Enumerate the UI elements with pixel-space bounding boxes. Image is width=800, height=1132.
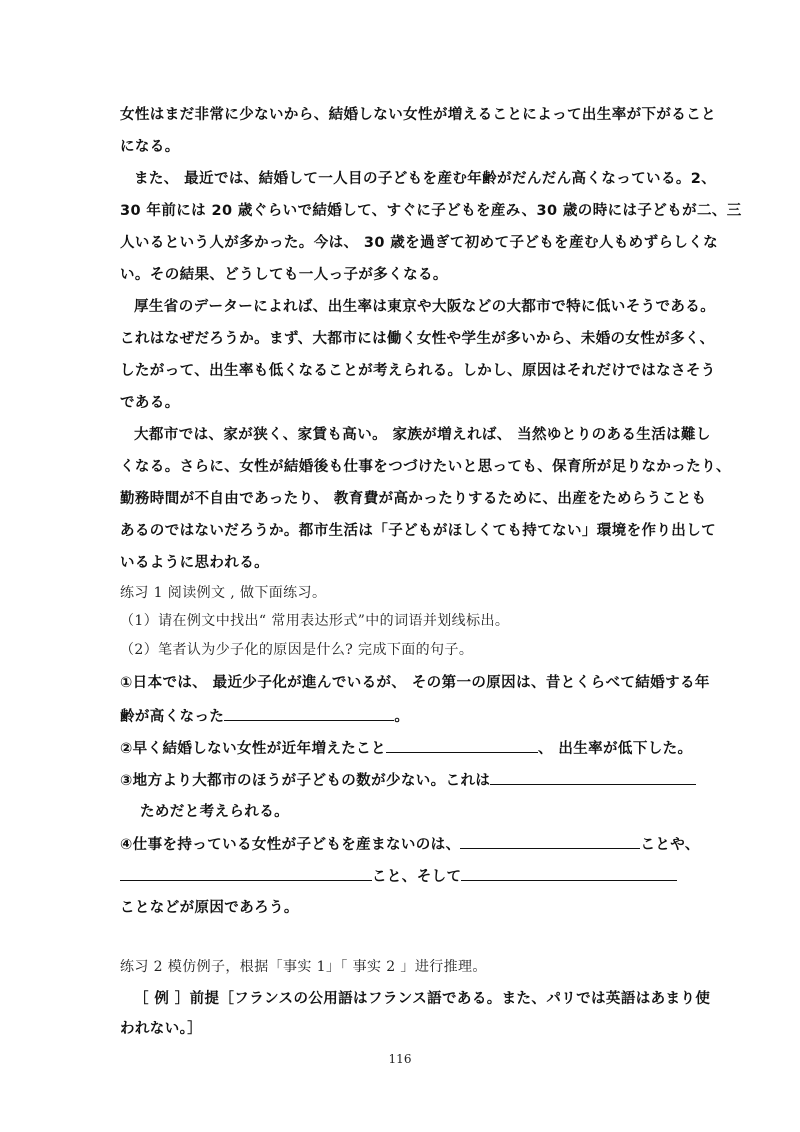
item-text: 、 出生率が低下した。 xyxy=(537,741,693,757)
paragraph-line: あるのではないだろうか。都市生活は「子どもがほしくても持てない」環境を作り出して xyxy=(120,523,716,539)
answer-blank[interactable] xyxy=(460,834,640,849)
paragraph-line: いるように思われる。 xyxy=(120,555,269,571)
answer-blank[interactable] xyxy=(224,706,394,721)
paragraph-line: 大都市では、家が狭く、家賃も高い。 家族が増えれば、 当然ゆとりのある生活は難し xyxy=(134,427,711,443)
exercise-item-3 xyxy=(120,770,696,791)
exercise-1-question-2: （2）笔者认为少子化的原因是什么? 完成下面的句子。 xyxy=(120,642,474,658)
paragraph-line: 人いるという人が多かった。今は、 30 歳を過ぎて初めて子どもを産む人もめずらしくな xyxy=(120,235,719,251)
item-text: 。 xyxy=(394,709,410,725)
exercise-1-question-1: （1）请在例文中找出“ 常用表达形式”中的词语并划线标出。 xyxy=(120,613,510,629)
paragraph-line: い。その結果、どうしても一人っ子が多くなる。 xyxy=(120,267,448,283)
page-number: 116 xyxy=(388,1052,412,1066)
paragraph-line: したがって、出生率も低くなることが考えられる。しかし、原因はそれだけではなさそう xyxy=(120,363,716,379)
exercise-2-title: 练习 2 模仿例子，根据「事实 1」「 事实 2 」进行推理。 xyxy=(120,959,487,975)
exercise-item-4-end: ことなどが原因であろう。 xyxy=(120,900,299,916)
answer-blank[interactable] xyxy=(120,866,372,881)
paragraph-line: 30 年前には 20 歳ぐらいで結婚して、すぐに子どもを産み、30 歳の時には子どもが二、三 xyxy=(120,203,742,219)
exercise-item-3-cont: ためだと考えられる。 xyxy=(140,804,289,820)
exercise-item-4 xyxy=(120,834,700,855)
paragraph-line: また、 最近では、結婚して一人目の子どもを産む年齢がだんだん高くなっている。2、 xyxy=(134,171,717,187)
answer-blank[interactable] xyxy=(490,770,696,785)
paragraph-line: になる。 xyxy=(120,139,180,155)
exercise-item-1: ①日本では、 最近少子化が進んでいるが、 その第一の原因は、昔とくらべて結婚する年 xyxy=(120,675,710,691)
paragraph-line: 女性はまだ非常に少ないから、結婚しない女性が増えることによって出生率が下がること xyxy=(120,107,716,123)
exercise-item-1-cont xyxy=(120,706,409,727)
item-text: ④仕事を持っている女性が子どもを産まないのは、 xyxy=(120,837,461,853)
answer-blank[interactable] xyxy=(461,866,677,881)
exercise-item-2 xyxy=(120,738,692,759)
item-text: ②早く結婚しない女性が近年増えたこと xyxy=(120,741,386,757)
paragraph-line: これはなぜだろうか。まず、大都市には働く女性や学生が多いから、未婚の女性が多く、 xyxy=(120,331,715,347)
paragraph-line: 勤務時間が不自由であったり、 教育費が高かったりするために、出産をためらうことも xyxy=(120,491,707,507)
exercise-1-title: 练习 1 阅读例文 , 做下面练习。 xyxy=(120,585,327,601)
answer-blank[interactable] xyxy=(386,738,538,753)
paragraph-line: である。 xyxy=(120,395,180,411)
exercise-2-example: ［ 例 ］前提［フランスの公用語はフランス語である。また、パリでは英語はあまり使 xyxy=(134,991,711,1007)
item-text: 齢が高くなった xyxy=(120,709,225,725)
exercise-2-example-cont: われない。］ xyxy=(120,1021,203,1037)
paragraph-line: 厚生省のデーターによれば、出生率は東京や大阪などの大都市で特に低いそうである。 xyxy=(134,299,716,315)
item-text: ③地方より大都市のほうが子どもの数が少ない。これは xyxy=(120,773,491,789)
exercise-item-4-cont xyxy=(120,866,677,887)
item-text: こと、そして xyxy=(372,869,462,885)
paragraph-line: くなる。さらに、女性が結婚後も仕事をつづけたいと思っても、保育所が足りなかったり、 xyxy=(120,459,731,475)
item-text: ことや、 xyxy=(640,837,700,853)
